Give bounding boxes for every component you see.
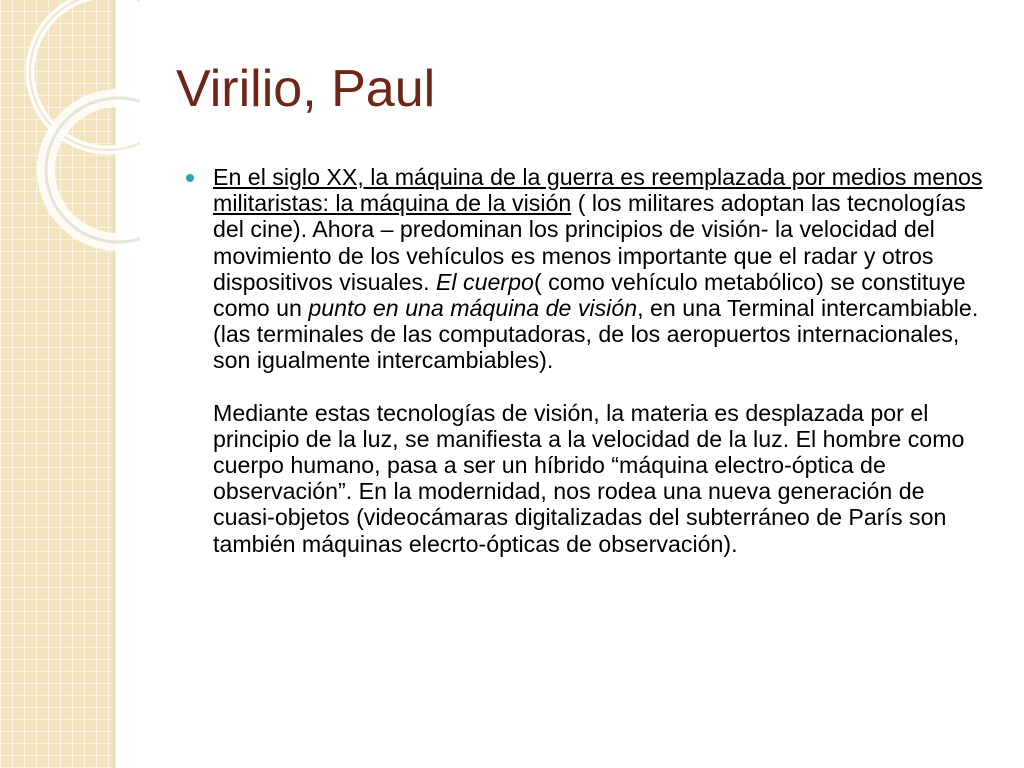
slide-title: Virilio, Paul <box>176 60 436 118</box>
bullet-item <box>186 164 986 557</box>
paragraph-1-text-c: , en una Terminal intercambiable.(las terminales de las computadoras, de los aeropuertos internacionales, son igualmente intercambiables). <box>213 295 979 374</box>
paragraph-1 <box>213 164 986 374</box>
bullet-dot-icon <box>186 174 194 182</box>
underlined-intro: En el siglo XX, la máquina de la guerra es reemplazada por medios menos militaristas: la máquina de la visión <box>213 164 983 217</box>
paragraph-2: Mediante estas tecnologías de visión, la materia es desplazada por el principio de la luz, se manifiesta a la velocidad de la luz. El hombre como cuerpo humano, pasa a ser un híbrido “máquina electro-óptica de observación”. En la modernidad, nos rodea una nueva generación de cuasi-objetos (videocámaras digitalizadas del subterráneo de París son también máquinas elecrto-ópticas de observación). <box>213 399 965 557</box>
slide-body <box>186 164 986 557</box>
ring-ornament-icon <box>0 0 140 260</box>
paragraph-1-text-b: ( como vehículo metabólico) se constituye como un <box>213 268 966 322</box>
italic-punto-vision: punto en una máquina de visión <box>308 295 638 322</box>
paragraph-1-text-a: ( los militares adoptan las tecnologías del cine). Ahora – predominan los principios de visión- la velocidad del movimiento de los vehículos es menos importante que el radar y otros dispositivos visuales. <box>213 190 966 295</box>
italic-el-cuerpo: El cuerpo <box>435 268 534 295</box>
